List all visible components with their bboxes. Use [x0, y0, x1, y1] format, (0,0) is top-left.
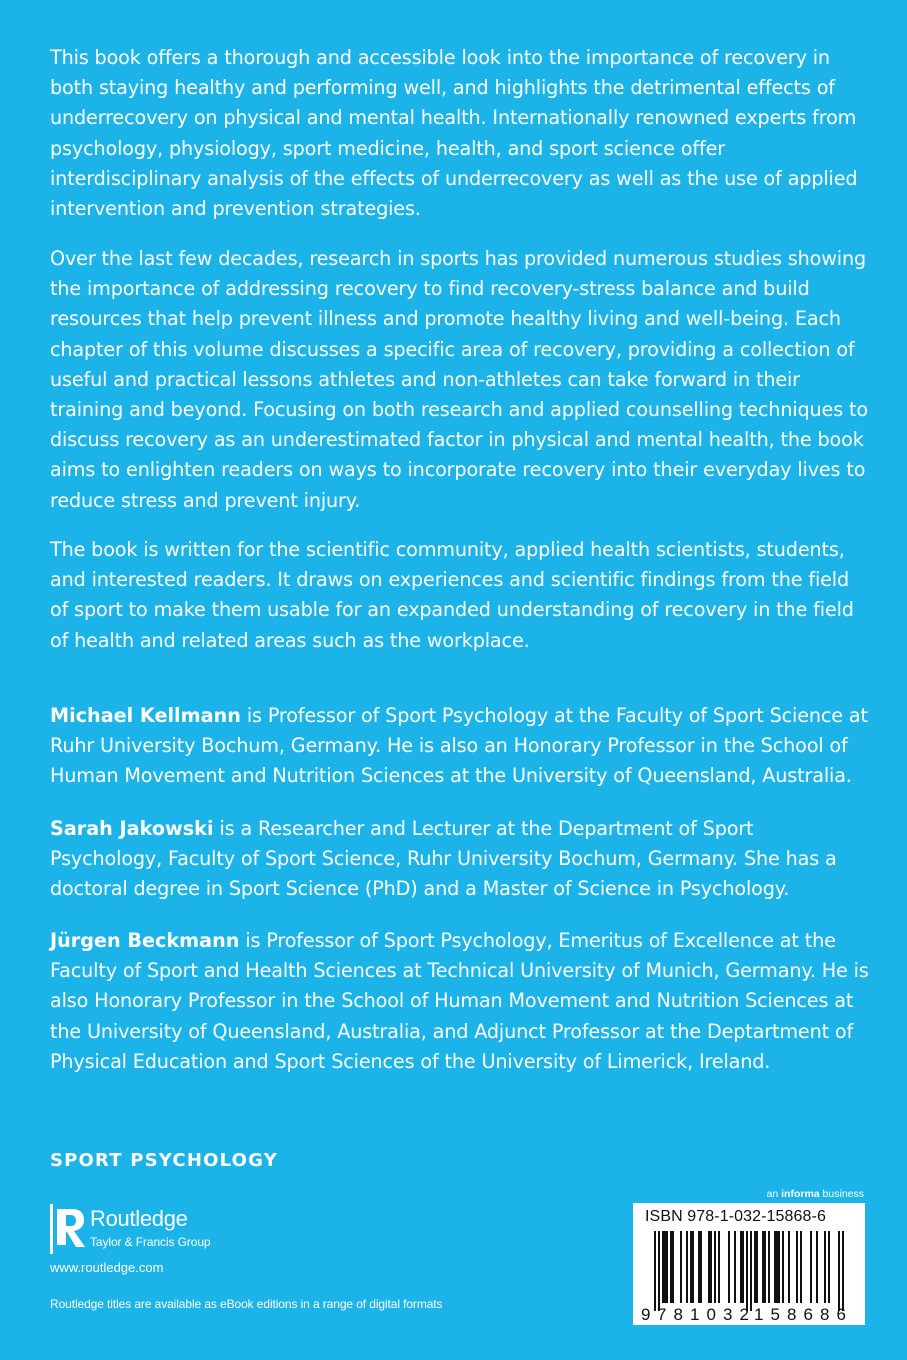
barcode-digits-right: 158686 — [754, 1305, 846, 1324]
barcode-bar — [654, 1231, 656, 1311]
barcode-bar — [680, 1231, 682, 1303]
barcode-bar — [768, 1231, 770, 1303]
barcode-bar — [666, 1231, 668, 1303]
isbn-label: ISBN 978-1-032-15868-6 — [645, 1208, 826, 1225]
publisher-name: Routledge — [90, 1206, 188, 1231]
barcode-bar — [756, 1231, 758, 1303]
barcode-bar — [692, 1231, 694, 1303]
author-name-3: Jürgen Beckmann — [50, 929, 240, 952]
informa-suffix: business — [819, 1188, 864, 1200]
author-bio-3 — [50, 926, 870, 1077]
author-name-1: Michael Kellmann — [50, 704, 241, 727]
barcode-bar — [740, 1231, 742, 1303]
barcode-bar — [710, 1231, 712, 1303]
barcode-bar — [762, 1231, 764, 1303]
barcode-bar — [670, 1231, 672, 1303]
author-name-2: Sarah Jakowski — [50, 817, 214, 840]
barcode-bar — [800, 1231, 802, 1303]
barcode-bar — [728, 1231, 730, 1303]
barcode-box — [633, 1203, 865, 1325]
ebook-note: Routledge titles are available as eBook editions in a range of digital formats — [50, 1297, 443, 1311]
routledge-r-logo-icon — [48, 1203, 88, 1255]
barcode-bar — [718, 1231, 720, 1303]
barcode-bar — [662, 1231, 664, 1303]
series-label: SPORT PSYCHOLOGY — [50, 1150, 278, 1171]
barcode-digit-lead: 9 — [641, 1305, 651, 1324]
barcode-bar — [742, 1231, 744, 1303]
barcode-bar — [828, 1231, 830, 1303]
barcode-bar — [838, 1231, 840, 1311]
publisher-website-link[interactable]: www.routledge.com — [50, 1260, 164, 1275]
barcode-bar — [774, 1231, 776, 1303]
publisher-logo — [48, 1203, 248, 1255]
author-bio-text-3: is Professor of Sport Psychology, Emeritus of Excellence at the Faculty of Sport and Health Sciences at Technical University of Munich, Germany. He is also Honorary Professor in the School of Human Movement and Nutrition Sciences at the University of Queensland, Australia, and Adjunct Professor at the Deptartment of Physical Education and Sport Sciences of the University of Limerick, Ireland. — [50, 929, 869, 1073]
barcode-bar — [690, 1231, 692, 1303]
barcode-bar — [776, 1231, 778, 1303]
barcode-bars — [654, 1231, 844, 1311]
author-bio-1 — [50, 701, 870, 792]
barcode-bar — [698, 1231, 700, 1303]
barcode-bar — [764, 1231, 766, 1303]
barcode-bar — [842, 1231, 844, 1311]
barcode-bar — [672, 1231, 674, 1303]
barcode-bar — [788, 1231, 790, 1303]
author-bio-2 — [50, 814, 870, 905]
barcode-bar — [816, 1231, 818, 1303]
barcode-bar — [750, 1231, 752, 1311]
publisher-group: Taylor & Francis Group — [90, 1235, 211, 1249]
barcode-bar — [686, 1231, 688, 1303]
barcode-bar — [664, 1231, 666, 1303]
barcode-bar — [714, 1231, 716, 1303]
informa-prefix: an — [766, 1188, 782, 1200]
informa-note — [767, 1188, 864, 1200]
informa-brand: informa — [781, 1188, 820, 1200]
description-paragraph-1: This book offers a thorough and accessible look into the importance of recovery in both staying healthy and performing well, and highlights the detrimental effects of underrecovery on physical and mental health. Internationally renowned experts from psychology, physiology, sport medicine, health, and sport science offer interdisciplinary analysis of the effects of underrecovery as well as the use of applied intervention and prevention strategies. — [50, 46, 858, 221]
barcode-bar — [754, 1231, 756, 1303]
barcode-bar — [796, 1231, 798, 1303]
author-bio-text-2: is a Researcher and Lecturer at the Department of Sport Psychology, Faculty of Sport Science, Ruhr University Bochum, Germany. She has a doctoral degree in Sport Science (PhD) and a Master of Science in Psychology. — [50, 817, 837, 901]
barcode-bar — [782, 1231, 784, 1303]
barcode-bar — [734, 1231, 736, 1303]
description-paragraph-2: Over the last few decades, research in sports has provided numerous studies showing the importance of addressing recovery to find recovery-stress balance and build resources that help prevent illness and promote healthy living and well-being. Each chapter of this volume discusses a specific area of recovery, providing a collection of useful and practical lessons athletes and non-athletes can take forward in their training and beyond. Focusing on both research and applied counselling techniques to discuss recovery as an underestimated factor in physical and mental health, the book aims to enlighten readers on ways to incorporate recovery into their everyday lives to reduce stress and prevent injury. — [50, 247, 868, 512]
barcode-bar — [700, 1231, 702, 1303]
barcode-bar — [658, 1231, 660, 1311]
barcode-bar — [824, 1231, 826, 1303]
barcode-bar — [778, 1231, 780, 1303]
author-bio-text-1: is Professor of Sport Psychology at the Faculty of Sport Science at Ruhr University Bochum, Germany. He is also an Honorary Professor in the School of Human Movement and Nutrition Sciences at the University of Queensland, Australia. — [50, 704, 868, 788]
barcode-digits-left: 781032 — [657, 1305, 749, 1324]
description-paragraph-3: The book is written for the scientific community, applied health scientists, students, and interested readers. It draws on experiences and scientific findings from the field of sport to make them usable for an expanded understanding of recovery in the field of health and related areas such as the workplace. — [50, 538, 854, 652]
barcode-bar — [810, 1231, 812, 1303]
barcode-bar — [746, 1231, 748, 1311]
barcode-bar — [708, 1231, 710, 1303]
